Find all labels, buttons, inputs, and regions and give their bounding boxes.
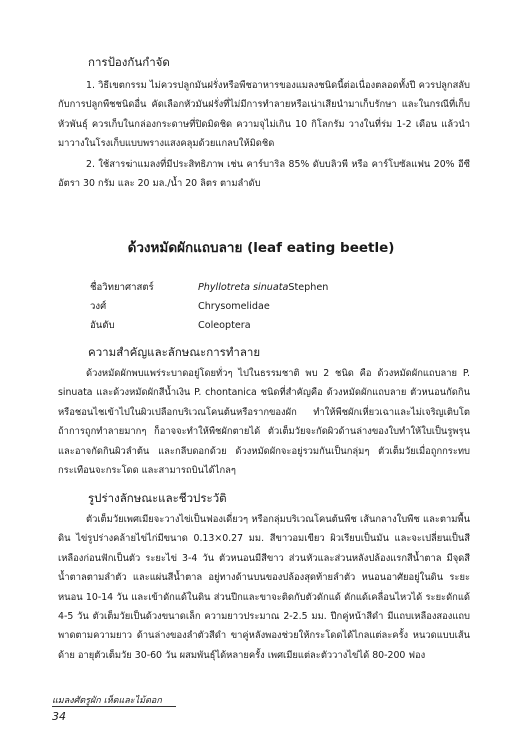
taxonomy-row-scientific-name xyxy=(90,278,328,297)
taxonomy-label: อันดับ xyxy=(90,320,115,331)
taxonomy-label: วงศ์ xyxy=(90,301,107,312)
taxonomy-row-order xyxy=(90,316,251,335)
taxonomy-author: Stephen xyxy=(288,282,329,293)
control-paragraph-1: 1. วิธีเขตกรรม ไม่ควรปลูกมันฝรั่งหรือพืชอาหารของแมลงชนิดนี้ต่อเนื่องตลอดทั้งปี ควรปลูกสลับกับการปลูกพืชชนิดอื่น คัดเลือกหัวมันฝรั่งที่ไม่มีการทำลายหรือเน่าเสียนำมาเก็บรักษา และในกรณีที่เก็บหัวพันธุ์ ควรเก็บในกล่องกระดาษที่ปิดมิดชิด ความจุไม่เกิน 10 กิโลกรัม วางในที่ร่ม 1-2 เดือน แล้วนำมาวางในโรงเก็บแบบพรางแสงคลุมด้วยแกลบให้มิดชิด xyxy=(58,80,470,150)
control-paragraph-2: 2. ใช้สารฆ่าแมลงที่มีประสิทธิภาพ เช่น คาร์บาริล 85% ดับบลิวพี หรือ คาร์โบซัลแฟน 20% อีซี อัตรา 30 กรัม และ 20 มล./น้ำ 20 ลิตร ตามลำดับ xyxy=(58,159,470,190)
footer-divider xyxy=(52,706,176,707)
control-heading: การป้องกันกำจัด xyxy=(88,55,170,69)
page-number: 34 xyxy=(52,710,66,723)
taxonomy-value: Coleoptera xyxy=(198,320,251,331)
taxonomy-value: Phyllotreta sinuata xyxy=(198,282,289,293)
taxonomy-value: Chrysomelidae xyxy=(198,301,270,312)
taxonomy-label: ชื่อวิทยาศาสตร์ xyxy=(90,282,154,293)
morphology-paragraph: ตัวเต็มวัยเพศเมียจะวางไข่เป็นฟองเดี่ยวๆ หรือกลุ่มบริเวณโคนต้นพืช เส้นกลางใบพืช และตามพื้นดิน ไข่รูปร่างคล้ายไข่ไก่มีขนาด 0.13×0.27 มม. สีขาวอมเขียว ผิวเรียบเป็นมัน และจะเปลี่ยนเป็นสีเหลืองก่อนฟักเป็นตัว ระยะไข่ 3-4 วัน ตัวหนอนมีสีขาว ส่วนหัวและส่วนหลังปล้องแรกสีน้ำตาล มีจุดสีน้ำตาลตามลำตัว และแผ่นสีน้ำตาล อยู่ทางด้านบนของปล้องสุดท้ายลำตัว หนอนอาศัยอยู่ในดิน ระยะหนอน 10-14 วัน และเข้าดักแด้ในดิน ส่วนปีกและขาจะติดกับตัวดักแด้ ดักแด้เคลื่อนไหวได้ ระยะดักแด้ 4-5 วัน ตัวเต็มวัยเป็นด้วงขนาดเล็ก ความยาวประมาณ 2-2.5 มม. ปีกคู่หน้าสีดำ มีแถบเหลืองสองแถบพาดตามความยาว ด้านล่างของลำตัวสีดำ ขาคู่หลังพองช่วยให้กระโดดได้ไกลแต่ละครั้ง หนวดแบบเส้นด้าย อายุตัวเต็มวัย 30-60 วัน ผสมพันธุ์ได้หลายครั้ง เพศเมียแต่ละตัววางไข่ได้ 80-200 ฟอง xyxy=(58,514,470,661)
morphology-heading: รูปร่างลักษณะและชีวประวัติ xyxy=(88,491,227,505)
importance-heading: ความสำคัญและลักษณะการทำลาย xyxy=(88,345,261,359)
importance-paragraph: ด้วงหมัดผักพบแพร่ระบาดอยู่โดยทั่วๆ ไปในธรรมชาติ พบ 2 ชนิด คือ ด้วงหมัดผักแถบลาย P. sinuata และด้วงหมัดผักสีน้ำเงิน P. chontanica ชนิดที่สำคัญคือ ด้วงหมัดผักแถบลาย ตัวหนอนกัดกินหรือชอนไชเข้าไปในผิวเปลือกบริเวณโคนต้นหรือรากของผัก ทำให้พืชผักเหี่ยวเฉาและไม่เจริญเติบโต ถ้าการถูกทำลายมากๆ ก็อาจจะทำให้พืชผักตายได้ ตัวเต็มวัยจะกัดผิวด้านล่างของใบทำให้ใบเป็นรูพรุน และอาจกัดกินผิวลำต้น และกลีบดอกด้วย ด้วงหมัดผักจะอยู่รวมกันเป็นกลุ่มๆ ตัวเต็มวัยเมื่อถูกกระทบกระเทือนจะกระโดด และสามารถบินได้ไกลๆ xyxy=(58,368,470,477)
footer-book-title: แมลงศัตรูผัก เห็ดและไม้ดอก xyxy=(52,696,162,706)
taxonomy-row-family xyxy=(90,297,270,316)
section-title: ด้วงหมัดผักแถบลาย (leaf eating beetle) xyxy=(127,240,395,256)
